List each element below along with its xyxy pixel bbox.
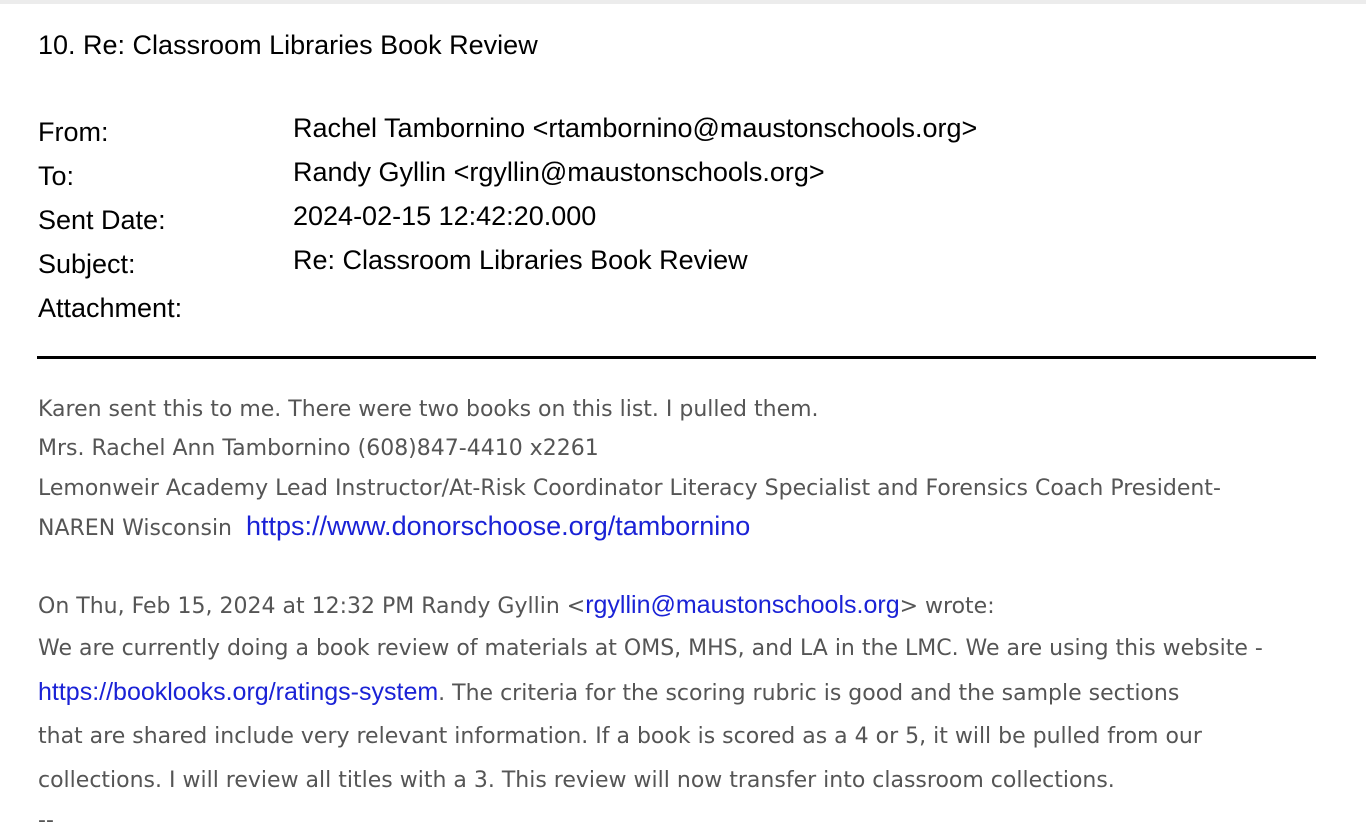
booklooks-link[interactable]: https://booklooks.org/ratings-system bbox=[38, 678, 439, 706]
quote-signature-separator: -- bbox=[38, 808, 54, 833]
quote-intro-pre: On Thu, Feb 15, 2024 at 12:32 PM Randy Gyllin < bbox=[38, 594, 586, 619]
body-line-1: Karen sent this to me. There were two books on this list. I pulled them. bbox=[38, 397, 819, 422]
quote-intro-post: > wrote: bbox=[899, 594, 995, 619]
quote-line-2-text: . The criteria for the scoring rubric is good and the sample sections bbox=[438, 681, 1180, 706]
quote-line-2 bbox=[38, 678, 1179, 707]
email-title: 10. Re: Classroom Libraries Book Review bbox=[38, 30, 538, 60]
to-label: To: bbox=[38, 161, 75, 191]
quote-line-1: We are currently doing a book review of materials at OMS, MHS, and LA in the LMC. We are using this website - bbox=[38, 636, 1263, 661]
top-border bbox=[0, 0, 1366, 4]
quote-line-3: that are shared include very relevant information. If a book is scored as a 4 or 5, it will be pulled from our bbox=[38, 724, 1202, 749]
to-value: Randy Gyllin <rgyllin@maustonschools.org> bbox=[293, 157, 825, 187]
subject-label: Subject: bbox=[38, 249, 136, 279]
quote-intro bbox=[38, 591, 995, 620]
from-value: Rachel Tambornino <rtambornino@maustonschools.org> bbox=[293, 113, 978, 143]
attachment-label: Attachment: bbox=[38, 293, 183, 323]
subject-value: Re: Classroom Libraries Book Review bbox=[293, 245, 748, 275]
quote-line-4: collections. I will review all titles with a 3. This review will now transfer into classroom collections. bbox=[38, 768, 1115, 793]
sent-date-label: Sent Date: bbox=[38, 205, 166, 235]
rgyllin-email-link[interactable]: rgyllin@maustonschools.org bbox=[585, 591, 900, 619]
donorschoose-link[interactable]: https://www.donorschoose.org/tambornino bbox=[246, 511, 751, 541]
signature-name: Mrs. Rachel Ann Tambornino (608)847-4410 x2261 bbox=[38, 436, 599, 461]
from-label: From: bbox=[38, 117, 109, 147]
header-divider bbox=[37, 356, 1316, 359]
sent-date-value: 2024-02-15 12:42:20.000 bbox=[293, 201, 597, 231]
signature-org-line bbox=[38, 511, 750, 542]
signature-title: Lemonweir Academy Lead Instructor/At-Risk Coordinator Literacy Specialist and Forensics Coach President- bbox=[38, 476, 1221, 501]
signature-org: NAREN Wisconsin bbox=[38, 516, 233, 541]
